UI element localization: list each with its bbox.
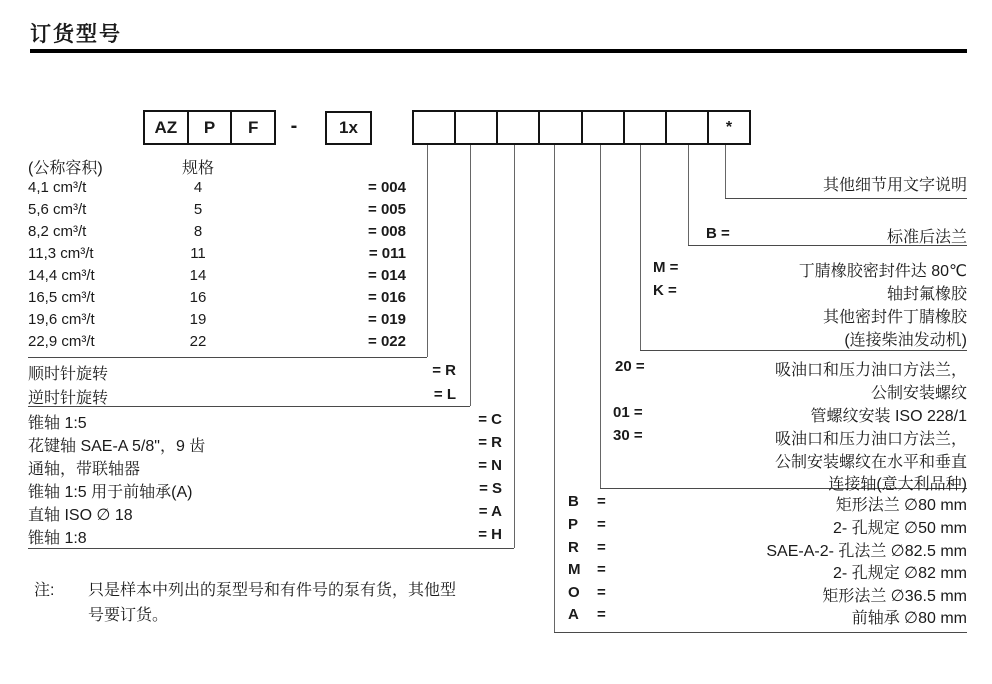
option-cell-5	[581, 112, 623, 143]
displacement-size: 4	[193, 179, 203, 196]
shaft-code: = C	[478, 411, 502, 428]
shaft-label: 锥轴 1:5 用于前轴承(A)	[28, 484, 193, 501]
flange-code: R	[568, 539, 579, 556]
displacement-size: 22	[189, 333, 207, 350]
displacement-code: = 014	[368, 267, 406, 284]
note-label: 注:	[34, 582, 55, 599]
flange-label: 前轴承 ∅80 mm	[851, 610, 967, 627]
port-label: 吸油口和压力油口方法兰，	[774, 431, 967, 448]
port-label: 公制安装螺纹	[870, 385, 967, 402]
note-text-line1: 只是样本中列出的泵型号和有件号的泵有货，其他型	[88, 582, 457, 599]
option-cell-4	[538, 112, 580, 143]
connector-rear-flange	[688, 145, 689, 245]
rear-flange-label: 标准后法兰	[886, 229, 967, 246]
port-label: 管螺纹安装 ISO 228/1	[810, 408, 967, 425]
displacement-size: 8	[193, 223, 203, 240]
displacement-code: = 022	[368, 333, 406, 350]
prefix-cell-az: AZ	[154, 117, 178, 137]
displacement-code: = 005	[368, 201, 406, 218]
flange-eq: =	[597, 584, 606, 601]
rule-seals-bottom	[640, 350, 967, 351]
connector-shaft	[514, 145, 515, 548]
shaft-label: 锥轴 1:8	[28, 530, 87, 547]
displacement-size: 11	[190, 245, 206, 262]
seal-code: M =	[653, 259, 679, 276]
shaft-code: = R	[478, 434, 502, 451]
port-code: 30 =	[613, 427, 643, 444]
other-details-label: 其他细节用文字说明	[822, 177, 967, 194]
shaft-code: = N	[478, 457, 502, 474]
displacement-code: = 019	[368, 311, 406, 328]
displacement-value: 16,5 cm³/t	[28, 289, 95, 306]
shaft-label: 锥轴 1:5	[28, 415, 87, 432]
displacement-col1-header: (公称容积)	[28, 160, 103, 177]
flange-code: A	[568, 606, 579, 623]
displacement-code: = 011	[368, 245, 406, 262]
displacement-col2-header: 规格	[181, 160, 214, 177]
displacement-size: 19	[189, 311, 207, 328]
flange-label: 矩形法兰 ∅80 mm	[835, 497, 967, 514]
option-cell-star: *	[707, 112, 749, 143]
displacement-value: 4,1 cm³/t	[28, 179, 87, 196]
option-cell-6	[623, 112, 665, 143]
connector-seals	[640, 145, 641, 350]
option-cell-3	[496, 112, 538, 143]
connector-displacement	[427, 145, 428, 357]
flange-eq: =	[597, 561, 606, 578]
connector-front-flange	[554, 145, 555, 632]
shaft-code: = A	[478, 503, 502, 520]
rule-other-details-bottom	[725, 198, 967, 199]
displacement-size: 5	[193, 201, 203, 218]
seal-label: 轴封氟橡胶	[886, 286, 967, 303]
flange-eq: =	[597, 516, 606, 533]
flange-code: O	[568, 584, 580, 601]
displacement-value: 8,2 cm³/t	[28, 223, 87, 240]
displacement-code: = 004	[368, 179, 406, 196]
seal-code: K =	[653, 282, 677, 299]
flange-label: SAE-A-2- 孔法兰 ∅82.5 mm	[766, 543, 967, 560]
displacement-value: 5,6 cm³/t	[28, 201, 87, 218]
option-boxes	[412, 110, 751, 145]
prefix-cell-f: F	[230, 112, 274, 143]
port-label: 公制安装螺纹在水平和垂直	[774, 454, 967, 471]
displacement-value: 19,6 cm³/t	[28, 311, 95, 328]
prefix-cell-p: P	[187, 112, 231, 143]
shaft-code: = S	[479, 480, 502, 497]
displacement-size: 16	[189, 289, 207, 306]
displacement-size: 14	[189, 267, 207, 284]
seal-label: (连接柴油发动机)	[844, 332, 967, 349]
flange-code: P	[568, 516, 579, 533]
seal-label: 丁腈橡胶密封件达 80℃	[798, 263, 967, 280]
shaft-label: 通轴，带联轴器	[28, 461, 141, 478]
option-cell-2	[454, 112, 496, 143]
port-label: 吸油口和压力油口方法兰，	[774, 362, 967, 379]
flange-eq: =	[597, 606, 606, 623]
option-cell-1	[414, 112, 454, 143]
rule-displacement-bottom	[28, 357, 427, 358]
flange-code: B	[568, 493, 579, 510]
option-cell-7	[665, 112, 707, 143]
shaft-label: 花键轴 SAE-A 5/8"，9 齿	[28, 438, 206, 455]
flange-label: 2- 孔规定 ∅50 mm	[833, 520, 967, 537]
flange-label: 2- 孔规定 ∅82 mm	[833, 565, 967, 582]
displacement-code: = 016	[368, 289, 406, 306]
series-cell: 1x	[339, 118, 358, 137]
page-title: 订货型号	[30, 23, 122, 46]
connector-rotation	[470, 145, 471, 406]
shaft-label: 直轴 ISO ∅ 18	[28, 507, 133, 524]
rotation-label: 顺时针旋转	[28, 366, 109, 383]
separator-dash: -	[290, 115, 298, 137]
connector-ports	[600, 145, 601, 488]
title-divider	[30, 49, 967, 53]
rotation-code: = L	[433, 386, 456, 403]
connector-other-details	[725, 145, 726, 198]
displacement-value: 14,4 cm³/t	[28, 267, 95, 284]
rule-front-flange-bottom	[554, 632, 967, 633]
model-prefix-boxes	[143, 110, 276, 145]
note-text-line2: 号要订货。	[88, 607, 169, 624]
port-label: 连接轴(意大利品种)	[828, 476, 967, 493]
shaft-code: = H	[478, 526, 502, 543]
rotation-label: 逆时针旋转	[28, 390, 109, 407]
flange-code: M	[568, 561, 581, 578]
flange-eq: =	[597, 493, 606, 510]
series-box-1x	[325, 111, 372, 145]
flange-label: 矩形法兰 ∅36.5 mm	[822, 588, 967, 605]
rotation-code: = R	[432, 362, 456, 379]
displacement-code: = 008	[368, 223, 406, 240]
port-code: 20 =	[615, 358, 645, 375]
port-code: 01 =	[613, 404, 643, 421]
displacement-value: 22,9 cm³/t	[28, 333, 95, 350]
displacement-value: 11,3 cm³/t	[28, 245, 94, 262]
seal-label: 其他密封件丁腈橡胶	[822, 309, 967, 326]
flange-eq: =	[597, 539, 606, 556]
rear-flange-code: B =	[706, 225, 730, 242]
rule-shaft-bottom	[28, 548, 514, 549]
